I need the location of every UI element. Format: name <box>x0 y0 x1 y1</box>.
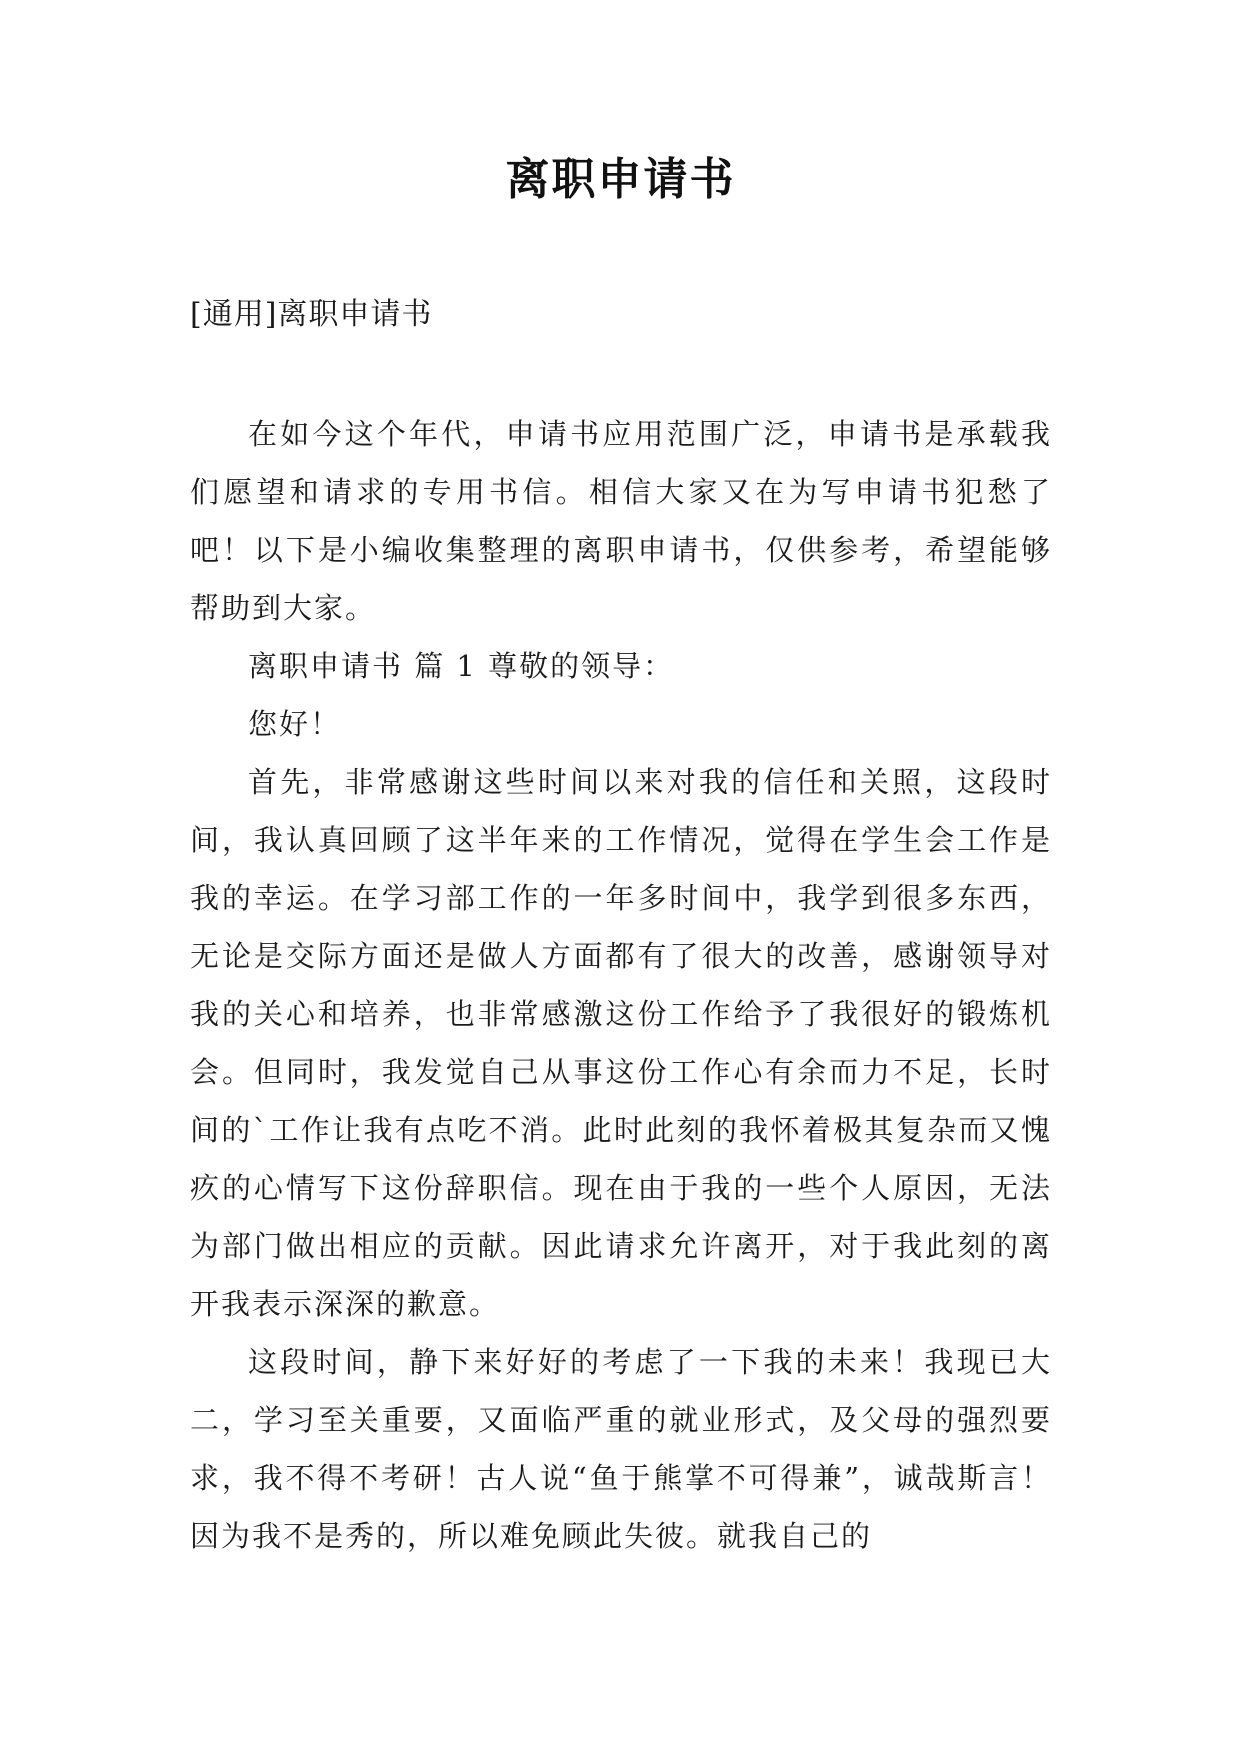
document-subtitle: [通用]离职申请书 <box>190 297 433 332</box>
body-paragraph: 首先，非常感谢这些时间以来对我的信任和关照，这段时间，我认真回顾了这半年来的工作情况，觉得在学生会工作是我的幸运。在学习部工作的一年多时间中，我学到很多东西，无论是交际方面还是做人方面都有了很大的改善，感谢领导对我的关心和培养，也非常感激这份工作给予了我很好的锻炼机会。但同时，我发觉自己从事这份工作心有余而力不足，长时间的`工作让我有点吃不消。此时此刻的我怀着极其复杂而又愧疚的心情写下这份辞职信。现在由于我的一些个人原因，无法为部门做出相应的贡献。因此请求允许离开，对于我此刻的离开我表示深深的歉意。 <box>190 765 1052 1321</box>
document-body <box>190 405 1052 1565</box>
greeting: 您好！ <box>248 707 342 741</box>
body-paragraph: 这段时间，静下来好好的考虑了一下我的未来！我现已大二，学习至关重要，又面临严重的就业形式，及父母的强烈要求，我不得不考研！古人说“鱼于熊掌不可得兼”，诚哉斯言！因为我不是秀的，所以难免顾此失彼。就我自己的 <box>190 1345 1052 1553</box>
intro-paragraph: 在如今这个年代，申请书应用范围广泛，申请书是承载我们愿望和请求的专用书信。相信大家又在为写申请书犯愁了吧！以下是小编收集整理的离职申请书，仅供参考，希望能够帮助到大家。 <box>190 417 1052 625</box>
document-title: 离职申请书 <box>505 154 736 205</box>
letter-heading: 离职申请书 篇 1 尊敬的领导： <box>248 649 675 683</box>
